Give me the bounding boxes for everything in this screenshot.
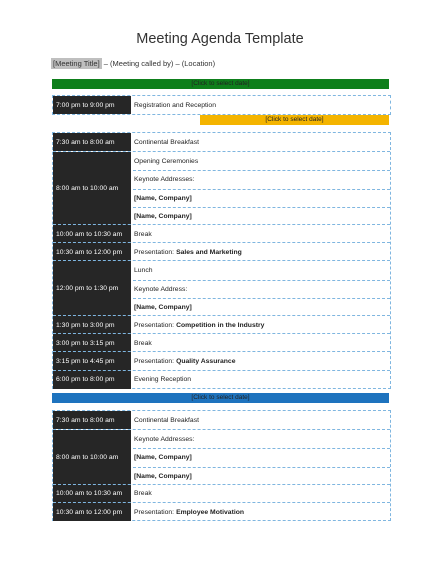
agenda-row [53, 370, 390, 389]
agenda-row [53, 484, 390, 503]
time-cell[interactable]: 8:00 am to 10:00 am [53, 430, 131, 485]
date-bar-day1[interactable]: [Click to select date] [52, 79, 389, 89]
agenda-item-text: [Name, Company] [134, 212, 192, 220]
time-cell[interactable]: 8:00 am to 10:00 am [53, 152, 131, 225]
agenda-item-text: [Name, Company] [134, 194, 192, 202]
agenda-block-day3 [52, 410, 391, 521]
agenda-row [53, 151, 390, 225]
agenda-item[interactable] [133, 243, 390, 261]
agenda-item-text: Presentation: [134, 357, 175, 365]
agenda-item[interactable] [133, 503, 390, 521]
agenda-item[interactable] [133, 334, 390, 352]
agenda-items [133, 243, 390, 261]
agenda-item[interactable] [133, 170, 390, 188]
agenda-items [133, 411, 390, 429]
agenda-item-text: Keynote Addresses: [134, 435, 195, 443]
agenda-item[interactable] [133, 96, 390, 114]
agenda-item[interactable] [133, 411, 390, 429]
agenda-items [133, 225, 390, 243]
agenda-item-text: [Name, Company] [134, 472, 192, 480]
agenda-item[interactable] [133, 352, 390, 370]
agenda-items [133, 316, 390, 334]
agenda-items [133, 503, 390, 521]
agenda-row [53, 411, 390, 429]
time-cell[interactable]: 7:00 pm to 9:00 pm [53, 96, 131, 114]
agenda-item-text: Break [134, 339, 152, 347]
agenda-row [53, 224, 390, 243]
date-bar-day3[interactable]: [Click to select date] [52, 393, 389, 403]
meeting-title-field[interactable]: [Meeting Title] [53, 59, 100, 68]
agenda-item[interactable] [133, 448, 390, 466]
time-cell[interactable]: 3:15 pm to 4:45 pm [53, 352, 131, 370]
agenda-items [133, 430, 390, 485]
agenda-items [133, 133, 390, 151]
agenda-item-text: [Name, Company] [134, 454, 192, 462]
agenda-item[interactable] [133, 189, 390, 207]
agenda-item-text: Keynote Address: [134, 285, 188, 293]
date-bar-day2[interactable]: [Click to select date] [200, 115, 389, 125]
agenda-item-text: Keynote Addresses: [134, 176, 195, 184]
agenda-items [133, 334, 390, 352]
agenda-item[interactable] [133, 467, 390, 485]
agenda-item-text: Presentation: [134, 321, 175, 329]
agenda-item-text: Continental Breakfast [134, 138, 199, 146]
agenda-row [53, 242, 390, 261]
time-cell[interactable]: 10:00 am to 10:30 am [53, 225, 131, 243]
time-cell[interactable]: 6:00 pm to 8:00 pm [53, 371, 131, 389]
agenda-item-text: Lunch [134, 266, 153, 274]
time-cell[interactable]: 10:30 am to 12:00 pm [53, 503, 131, 521]
meeting-subline [51, 59, 215, 68]
meeting-details: – (Meeting called by) – (Location) [101, 59, 216, 68]
agenda-item-text: Opening Ceremonies [134, 157, 199, 165]
time-cell[interactable]: 7:30 am to 8:00 am [53, 133, 131, 151]
agenda-item-text: Evening Reception [134, 376, 192, 384]
agenda-item-text: [Name, Company] [134, 303, 192, 311]
agenda-block-day1 [52, 95, 391, 115]
page-title: Meeting Agenda Template [136, 31, 304, 47]
agenda-item[interactable] [133, 485, 390, 503]
agenda-items [133, 152, 390, 225]
agenda-row [53, 351, 390, 370]
agenda-row [53, 133, 390, 151]
time-cell[interactable]: 7:30 am to 8:00 am [53, 411, 131, 429]
agenda-item[interactable] [133, 207, 390, 225]
agenda-item[interactable] [133, 371, 390, 389]
agenda-item-text: Presentation: [134, 508, 175, 516]
agenda-item[interactable] [133, 280, 390, 298]
time-cell[interactable]: 10:00 am to 10:30 am [53, 485, 131, 503]
agenda-items [133, 371, 390, 389]
agenda-item-text: Registration and Reception [134, 101, 216, 109]
agenda-item[interactable] [133, 316, 390, 334]
agenda-item[interactable] [133, 261, 390, 279]
agenda-items [133, 485, 390, 503]
agenda-item-topic: Quality Assurance [176, 357, 236, 365]
agenda-item[interactable] [133, 225, 390, 243]
time-cell[interactable]: 12:00 pm to 1:30 pm [53, 261, 131, 316]
agenda-items [133, 96, 390, 114]
agenda-block-day2 [52, 132, 391, 389]
agenda-items [133, 352, 390, 370]
time-cell[interactable]: 10:30 am to 12:00 pm [53, 243, 131, 261]
agenda-item-topic: Sales and Marketing [176, 248, 242, 256]
agenda-items [133, 261, 390, 316]
agenda-row [53, 96, 390, 114]
agenda-item[interactable] [133, 298, 390, 316]
agenda-row [53, 333, 390, 352]
agenda-row [53, 260, 390, 316]
agenda-item-topic: Employee Motivation [176, 508, 245, 516]
agenda-row [53, 502, 390, 521]
time-cell[interactable]: 3:00 pm to 3:15 pm [53, 334, 131, 352]
agenda-item[interactable] [133, 133, 390, 151]
agenda-item-topic: Competition in the Industry [176, 321, 265, 329]
agenda-item-text: Continental Breakfast [134, 416, 199, 424]
agenda-row [53, 315, 390, 334]
agenda-item-text: Presentation: [134, 248, 175, 256]
agenda-item[interactable] [133, 152, 390, 170]
time-cell[interactable]: 1:30 pm to 3:00 pm [53, 316, 131, 334]
agenda-item-text: Break [134, 490, 152, 498]
agenda-item-text: Break [134, 230, 152, 238]
agenda-item[interactable] [133, 430, 390, 448]
agenda-row [53, 429, 390, 485]
